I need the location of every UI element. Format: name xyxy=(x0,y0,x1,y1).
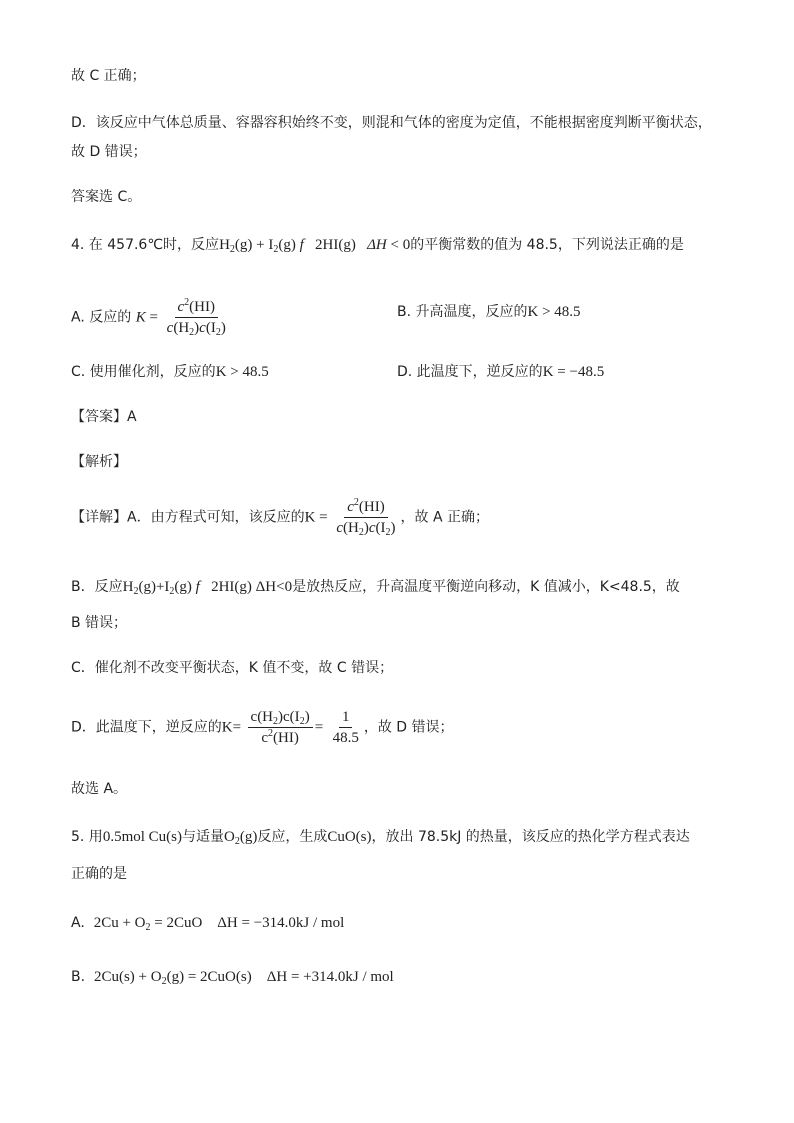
question-4-stem: 4. 在 457.6℃时，反应$H_2(g) + I_2(g)$ f 2HI(g) ΔH < 0的平衡常数的值为 48.5，下列说法正确的是 xyxy=(71,237,684,255)
detail-b: B．反应$H_2(g)+I_2(g)$ f 2HI(g) ΔH<0是放热反应，升高温度平衡逆向移动，K 值减小，K<48.5，故 xyxy=(71,579,680,597)
question-4-option-b: B. 升高温度，反应的K > 48.5 xyxy=(397,304,581,320)
question-4-option-c: C. 使用催化剂，反应的K > 48.5 xyxy=(71,364,269,380)
question-5-stem: 5. 用0.5mol Cu(s)与适量$O_2(g)$反应，生成CuO(s)，放出 78.5kJ 的热量，该反应的热化学方程式表达 xyxy=(71,829,690,847)
text-line: 故 D 错误； xyxy=(71,144,147,160)
question-4-option-d: D. 此温度下，逆反应的K = −48.5 xyxy=(397,364,605,380)
answer-value: A xyxy=(127,409,137,425)
detail-c: C．催化剂不改变平衡状态，K 值不变，故 C 错误； xyxy=(71,660,394,676)
question-5-stem-cont: 正确的是 xyxy=(71,866,127,882)
text-line: 故 C 正确； xyxy=(71,68,146,84)
analysis-tag: 【解析】 xyxy=(71,454,127,470)
conclusion: 故选 A。 xyxy=(71,781,128,797)
text-line: 答案选 C。 xyxy=(71,189,142,205)
answer-line xyxy=(71,407,137,427)
detail-a: 【详解】A．由方程式可知，该反应的K = $\frac{c^2(HI)}{c(H_2)c(I_2)}$ ，故 A 正确； xyxy=(71,497,490,538)
text-line: D．该反应中气体总质量、容器容积始终不变，则混和气体的密度为定值，不能根据密度判断平衡状态， xyxy=(71,115,712,131)
answer-tag: 【答案】 xyxy=(71,409,127,425)
question-4-option-a: A. 反应的 K = $\frac{c^2(HI)}{c(H_2)c(I_2)}$ xyxy=(71,297,226,338)
detail-b-cont: B 错误； xyxy=(71,615,128,631)
question-5-option-a: A. $2Cu + O_2 = 2CuO$ ΔH = −314.0kJ / mol xyxy=(71,915,345,933)
detail-d: D．此温度下，逆反应的K= $\frac{c(H_2)c(I_2)}{c^2(HI)}$ = $\frac{1}{48.5}$ ，故 D 错误； xyxy=(71,709,454,746)
question-5-option-b: B. $2Cu(s) + O_2(g) = 2CuO(s)$ ΔH = +314.0kJ / mol xyxy=(71,969,394,987)
